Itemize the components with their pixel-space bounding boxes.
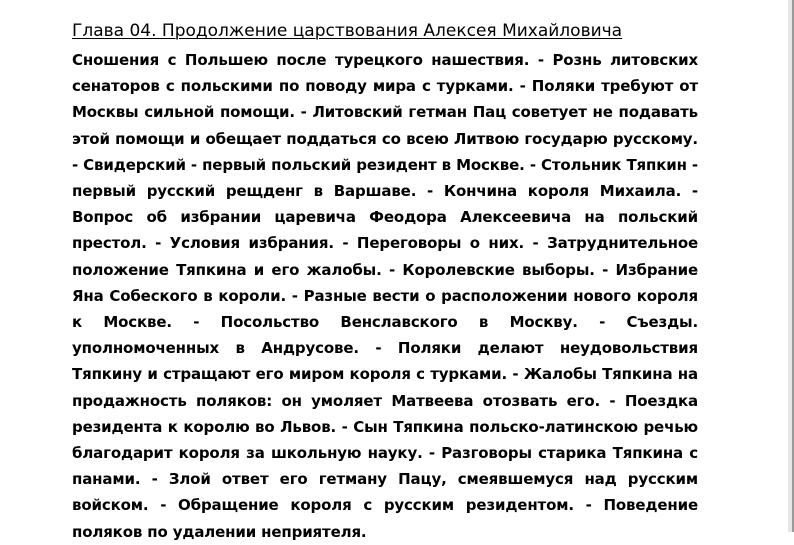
chapter-title: Глава 04. Продолжение царствования Алексея Михайловича (72, 21, 623, 42)
chapter-summary: Сношения с Польшею после турецкого нашествия. - Рознь литовских сенаторов с польскими по поводу мира с турками. - Поляки требуют от Москвы сильной помощи. - Литовский гетман Пац советует не подавать этой помощи и обещает поддаться со всею Литвою государю русскому. - Свидерский - первый польский резидент в Москве. - Стольник Тяпкин - первый русский рещденг в Варшаве. - Кончина короля Михаила. - Вопрос об избрании царевича Феодора Алексеевича на польский престол. - Условия избрания. - Переговоры о них. - Затруднительное положение Тяпкина и его жалобы. - Королевские выборы. - Избрание Яна Собеского в короли. - Разные вести о расположении нового короля к Москве. - Посольство Венславского в Москву. - Съезды. уполномоченных в Андрусове. - Поляки делают неудовольствия Тяпкину и стращают его миром короля с турками. - Жалобы Тяпкина на продажность поляков: он умоляет Матвеева отозвать его. - Поездка резидента к королю во Львов. - Сын Тяпкина польско-латинскою речью благодарит короля за школьную науку. - Разговоры старика Тяпкина с панами. - Злой ответ его гетману Пацу, смеявшемуся над русским войском. - Обращение короля с русским резидентом. - Поведение поляков по удалении неприятеля. (72, 51, 698, 541)
